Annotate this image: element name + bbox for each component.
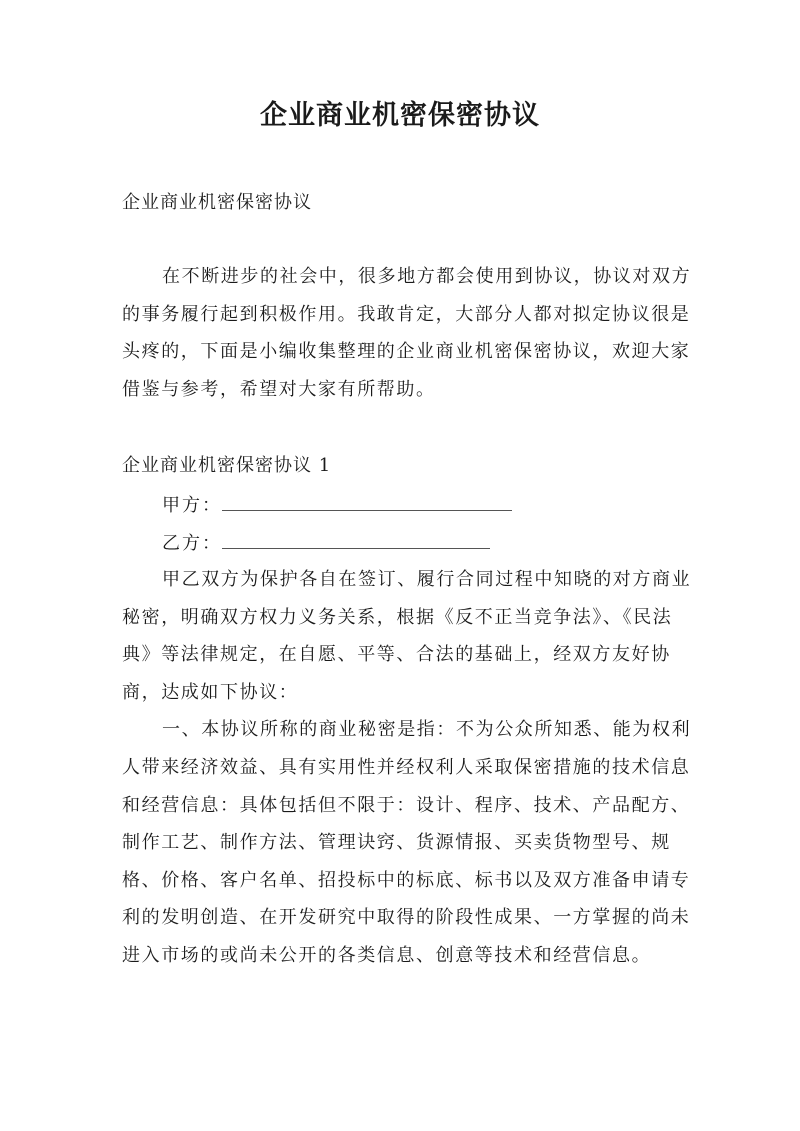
agreement-paragraph-1: 甲乙双方为保护各自在签订、履行合同过程中知晓的对方商业秘密，明确双方权力义务关系，根据《反不正当竞争法》、《民法典》等法律规定，在自愿、平等、合法的基础上，经双方友好协商，达成如下协议：: [122, 569, 692, 703]
agreement-paragraph-2: 一、本协议所称的商业秘密是指：不为公众所知悉、能为权利人带来经济效益、具有实用性并经权利人采取保密措施的技术信息和经营信息：具体包括但不限于：设计、程序、技术、产品配方、制作工艺、制作方法、管理诀窍、货源情报、买卖货物型号、规格、价格、客户名单、招投标中的标底、标书以及双方准备申请专利的发明创造、在开发研究中取得的阶段性成果、一方掌握的尚未进入市场的或尚未公开的各类信息、创意等技术和经营信息。: [122, 719, 692, 966]
party-a-row: [162, 491, 512, 521]
party-a-label: 甲方：: [162, 495, 222, 516]
party-b-label: 乙方：: [162, 533, 222, 554]
agreement-heading: 企业商业机密保密协议 1: [122, 455, 332, 476]
document-title: 企业商业机密保密协议: [260, 100, 540, 131]
intro-paragraph-block: [122, 258, 692, 408]
document-subtitle: 企业商业机密保密协议: [122, 192, 312, 213]
party-a-blank-line: [222, 496, 512, 511]
party-b-blank-line: [222, 534, 490, 549]
intro-paragraph: 在不断进步的社会中，很多地方都会使用到协议，协议对双方的事务履行起到积极作用。我敢肯定，大部分人都对拟定协议很是头疼的，下面是小编收集整理的企业商业机密保密协议，欢迎大家借鉴与参考，希望对大家有所帮助。: [122, 266, 692, 400]
party-b-row: [162, 529, 490, 559]
agreement-body: [122, 561, 692, 975]
